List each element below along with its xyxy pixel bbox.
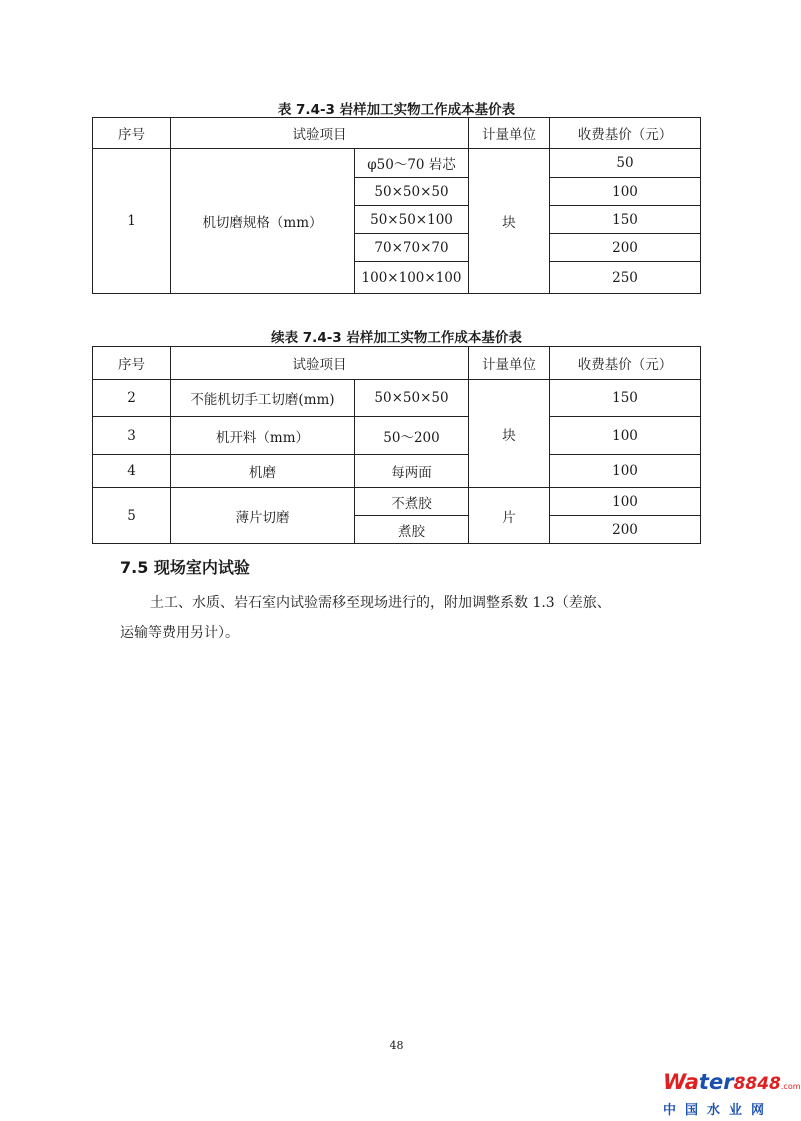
header-no: 序号 <box>93 118 171 149</box>
row-price: 100 <box>550 455 701 488</box>
row-no: 4 <box>93 455 171 488</box>
table1 <box>92 117 701 294</box>
row-no: 1 <box>93 149 171 294</box>
row-price: 200 <box>550 234 701 262</box>
row-price: 100 <box>550 417 701 455</box>
row-unit: 块 <box>469 380 550 488</box>
header-unit: 计量单位 <box>469 347 550 380</box>
row-price: 200 <box>550 516 701 544</box>
table2-header-row <box>93 347 701 380</box>
header-item: 试验项目 <box>171 118 469 149</box>
table2-caption: 续表 7.4-3 岩样加工实物工作成本基价表 <box>271 330 522 346</box>
table2 <box>92 346 701 544</box>
row-unit: 片 <box>469 488 550 544</box>
table-row <box>93 380 701 417</box>
row-spec: 50×50×50 <box>355 178 469 206</box>
row-spec: 每两面 <box>355 455 469 488</box>
header-unit: 计量单位 <box>469 118 550 149</box>
row-spec: 70×70×70 <box>355 234 469 262</box>
row-spec: 不煮胶 <box>355 488 469 516</box>
header-price: 收费基价（元） <box>550 118 701 149</box>
table-row <box>93 149 701 178</box>
row-item: 机磨 <box>171 455 355 488</box>
row-no: 5 <box>93 488 171 544</box>
header-no: 序号 <box>93 347 171 380</box>
paragraph-line-1: 土工、水质、岩石室内试验需移至现场进行的，附加调整系数 1.3（差旅、 <box>150 595 611 611</box>
table1-caption: 表 7.4-3 岩样加工实物工作成本基价表 <box>277 102 516 118</box>
row-item: 机开料（mm） <box>171 417 355 455</box>
row-item: 薄片切磨 <box>171 488 355 544</box>
row-spec: 100×100×100 <box>355 262 469 294</box>
row-no: 3 <box>93 417 171 455</box>
row-item: 不能机切手工切磨(mm) <box>171 380 355 417</box>
row-spec: 50×50×50 <box>355 380 469 417</box>
paragraph-line-2: 运输等费用另计）。 <box>120 625 239 641</box>
row-price: 250 <box>550 262 701 294</box>
row-price: 100 <box>550 488 701 516</box>
row-price: 50 <box>550 149 701 178</box>
header-price: 收费基价（元） <box>550 347 701 380</box>
page-number: 48 <box>389 1039 404 1052</box>
row-price: 150 <box>550 206 701 234</box>
row-item: 机切磨规格（mm） <box>171 149 355 294</box>
row-no: 2 <box>93 380 171 417</box>
table1-header-row <box>93 118 701 149</box>
row-spec: 50×50×100 <box>355 206 469 234</box>
section-heading: 7.5 现场室内试验 <box>120 558 250 577</box>
row-price: 150 <box>550 380 701 417</box>
table-row <box>93 488 701 516</box>
table-row <box>93 417 701 455</box>
row-price: 100 <box>550 178 701 206</box>
table-row <box>93 455 701 488</box>
watermark-logo: Water8848.com 中国水业网 <box>663 1070 801 1118</box>
row-spec: 煮胶 <box>355 516 469 544</box>
header-item: 试验项目 <box>171 347 469 380</box>
row-spec: 50～200 <box>355 417 469 455</box>
row-spec: φ50～70 岩芯 <box>355 149 469 178</box>
row-unit: 块 <box>469 149 550 294</box>
